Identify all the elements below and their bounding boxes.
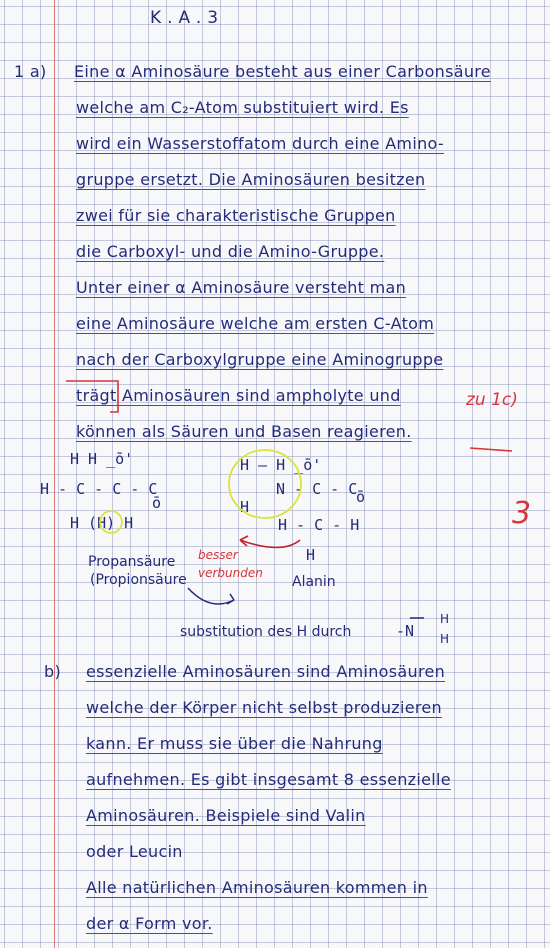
left-molecule-row-bottom: H (H) H bbox=[70, 514, 134, 532]
answer-line-6: die Carboxyl- und die Amino-Gruppe. bbox=[76, 242, 385, 261]
substitution-group: -N bbox=[396, 622, 415, 640]
yellow-circle-amino bbox=[229, 450, 301, 518]
right-molecule-row-top: H — H _ō' bbox=[240, 456, 322, 474]
margin-note-zu-1c: zu 1c) bbox=[466, 390, 518, 410]
right-molecule-row-mid: N - C - C bbox=[276, 480, 358, 498]
blue-curved-arrow bbox=[188, 588, 234, 604]
propansaeure-label: Propansäure bbox=[88, 554, 176, 570]
left-molecule-row-mid: H - C - C - C bbox=[40, 480, 158, 498]
b-line-6: oder Leucin bbox=[86, 842, 183, 861]
answer-line-5: zwei für sie charakteristische Gruppen bbox=[76, 206, 396, 225]
answer-line-8: eine Aminosäure welche am ersten C-Atom bbox=[76, 314, 435, 333]
grade-mark: 3 bbox=[512, 496, 532, 531]
answer-line-3: wird ein Wasserstoffatom durch eine Amino- bbox=[76, 134, 444, 153]
right-molecule-row-low: H - C - H bbox=[278, 516, 360, 534]
b-line-1: essenzielle Aminosäuren sind Aminosäuren bbox=[86, 662, 446, 681]
page-title: K.A.3 bbox=[150, 8, 225, 28]
substitution-text: substitution des H durch bbox=[180, 624, 352, 640]
left-molecule-row-o: ō bbox=[152, 494, 162, 512]
answer-line-7: Unter einer α Aminosäure versteht man bbox=[76, 278, 407, 297]
b-line-2: welche der Körper nicht selbst produzieren bbox=[86, 698, 442, 717]
answer-line-10: trägt Aminosäuren sind ampholyte und bbox=[76, 386, 401, 405]
b-line-8: der α Form vor. bbox=[86, 914, 213, 933]
right-molecule-row-bottom: H bbox=[306, 546, 316, 564]
red-curved-arrow bbox=[240, 540, 300, 548]
amine-h-upper: H bbox=[440, 612, 450, 626]
red-bracket-mark bbox=[66, 381, 118, 412]
propionsaeure-label: (Propionsäure bbox=[90, 572, 187, 588]
answer-line-11: können als Säuren und Basen reagieren. bbox=[76, 422, 412, 441]
question-label-1b: b) bbox=[44, 662, 61, 681]
left-molecule-row-top: H H _ō' bbox=[70, 450, 134, 468]
red-note-besser: besser bbox=[198, 548, 238, 562]
answer-line-1: Eine α Aminosäure besteht aus einer Carbonsäure bbox=[74, 62, 491, 81]
b-line-3: kann. Er muss sie über die Nahrung bbox=[86, 734, 383, 753]
right-molecule-row-o: ō bbox=[356, 488, 366, 506]
answer-line-4: gruppe ersetzt. Die Aminosäuren besitzen bbox=[76, 170, 426, 189]
red-note-verbunden: verbunden bbox=[198, 566, 263, 580]
answer-line-9: nach der Carboxylgruppe eine Aminogruppe bbox=[76, 350, 444, 369]
answer-line-2: welche am C₂-Atom substituiert wird. Es bbox=[76, 98, 409, 117]
b-line-5: Aminosäuren. Beispiele sind Valin bbox=[86, 806, 366, 825]
b-line-4: aufnehmen. Es gibt insgesamt 8 essenzielle bbox=[86, 770, 451, 789]
yellow-circle-left-h bbox=[100, 511, 122, 533]
b-line-7: Alle natürlichen Aminosäuren kommen in bbox=[86, 878, 428, 897]
right-molecule-row-h: H bbox=[240, 498, 250, 516]
amine-h-lower: H bbox=[440, 632, 450, 646]
red-end-line bbox=[470, 448, 512, 451]
question-label-1a: 1 a) bbox=[14, 62, 47, 81]
alanin-label: Alanin bbox=[292, 574, 336, 590]
